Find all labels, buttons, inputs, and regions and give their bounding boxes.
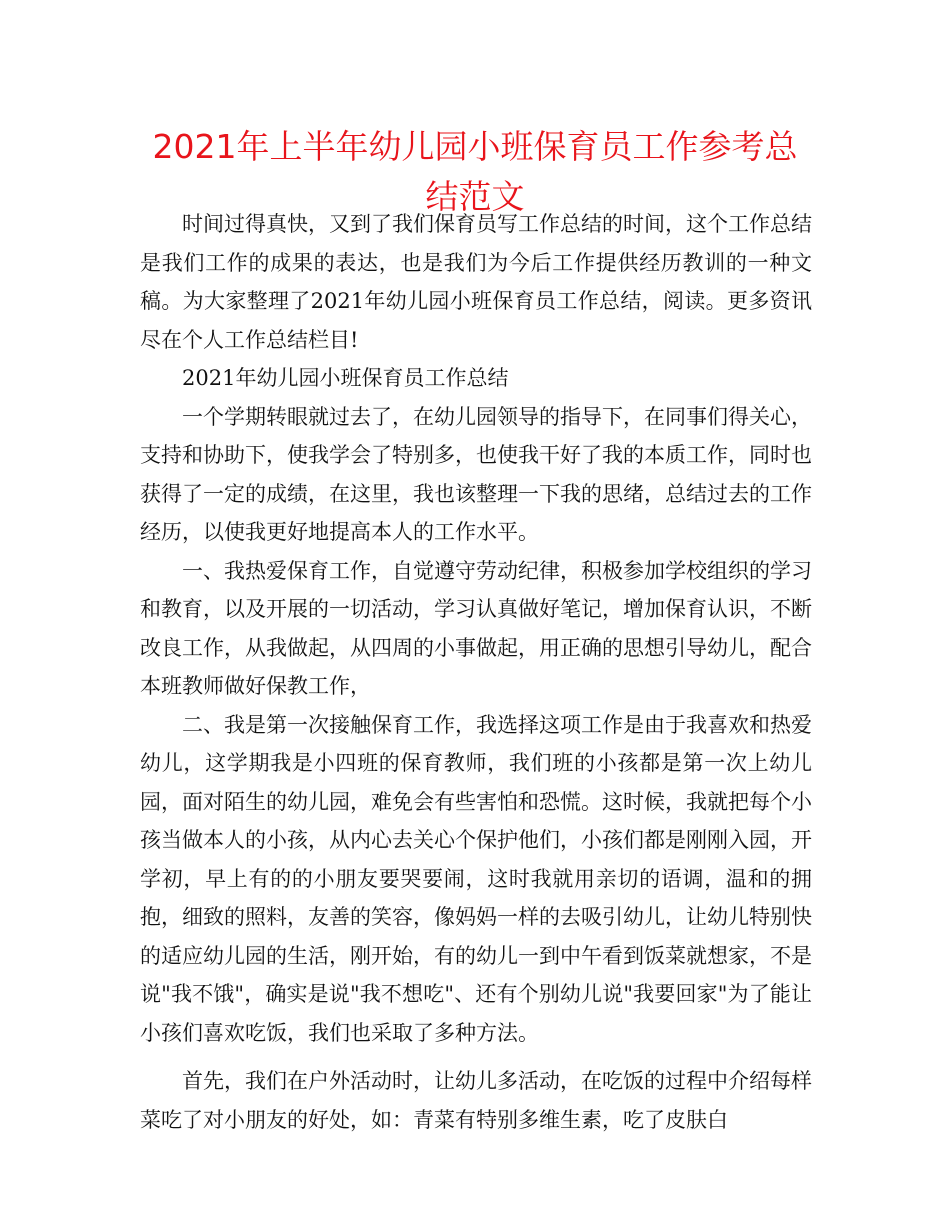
paragraph-subtitle: 2021年幼儿园小班保育员工作总结 [182,366,509,390]
paragraph-point-two: 二、我是第一次接触保育工作，我选择这项工作是由于我喜欢和热爱幼儿，这学期我是小四班的保育教师，我们班的小孩都是第一次上幼儿园，面对陌生的幼儿园，难免会有些害怕和恐慌。这时候，我就把每个小孩当做本人的小孩，从内心去关心个保护他们，小孩们都是刚刚入园，开学初，早上有的的小朋友要哭要闹，这时我就用亲切的语调，温和的拥抱，细致的照料，友善的笑容，像妈妈一样的去吸引幼儿，让幼儿特别快的适应幼儿园的生活，刚开始，有的幼儿一到中午看到饭菜就想家，不是说"我不饿"，确实是说"我不想吃"、还有个别幼儿说"我要回家"为了能让小孩们喜欢吃饭，我们也采取了多种方法。 [140,712,812,1045]
paragraph-point-one: 一、我热爱保育工作，自觉遵守劳动纪律，积极参加学校组织的学习和教育，以及开展的一切活动，学习认真做好笔记，增加保育认识，不断改良工作，从我做起，从四周的小事做起，用正确的思想引导幼儿，配合本班教师做好保教工作， [140,558,812,698]
paragraph-intro: 时间过得真快，又到了我们保育员写工作总结的时间，这个工作总结是我们工作的成果的表达，也是我们为今后工作提供经历教训的一种文稿。为大家整理了2021年幼儿园小班保育员工作总结，阅读。更多资讯尽在个人工作总结栏目! [140,212,812,352]
paragraph-first-method: 首先，我们在户外活动时，让幼儿多活动，在吃饭的过程中介绍每样菜吃了对小朋友的好处，如：青菜有特别多维生素，吃了皮肤白 [140,1069,812,1132]
paragraph-opening: 一个学期转眼就过去了，在幼儿园领导的指导下，在同事们得关心，支持和协助下，使我学会了特别多，也使我干好了我的本质工作，同时也获得了一定的成绩，在这里，我也该整理一下我的思绪，总结过去的工作经历，以使我更好地提高本人的工作水平。 [140,404,812,544]
document-body [140,205,812,1139]
document-title: 2021年上半年幼儿园小班保育员工作参考总结范文 [152,127,798,216]
